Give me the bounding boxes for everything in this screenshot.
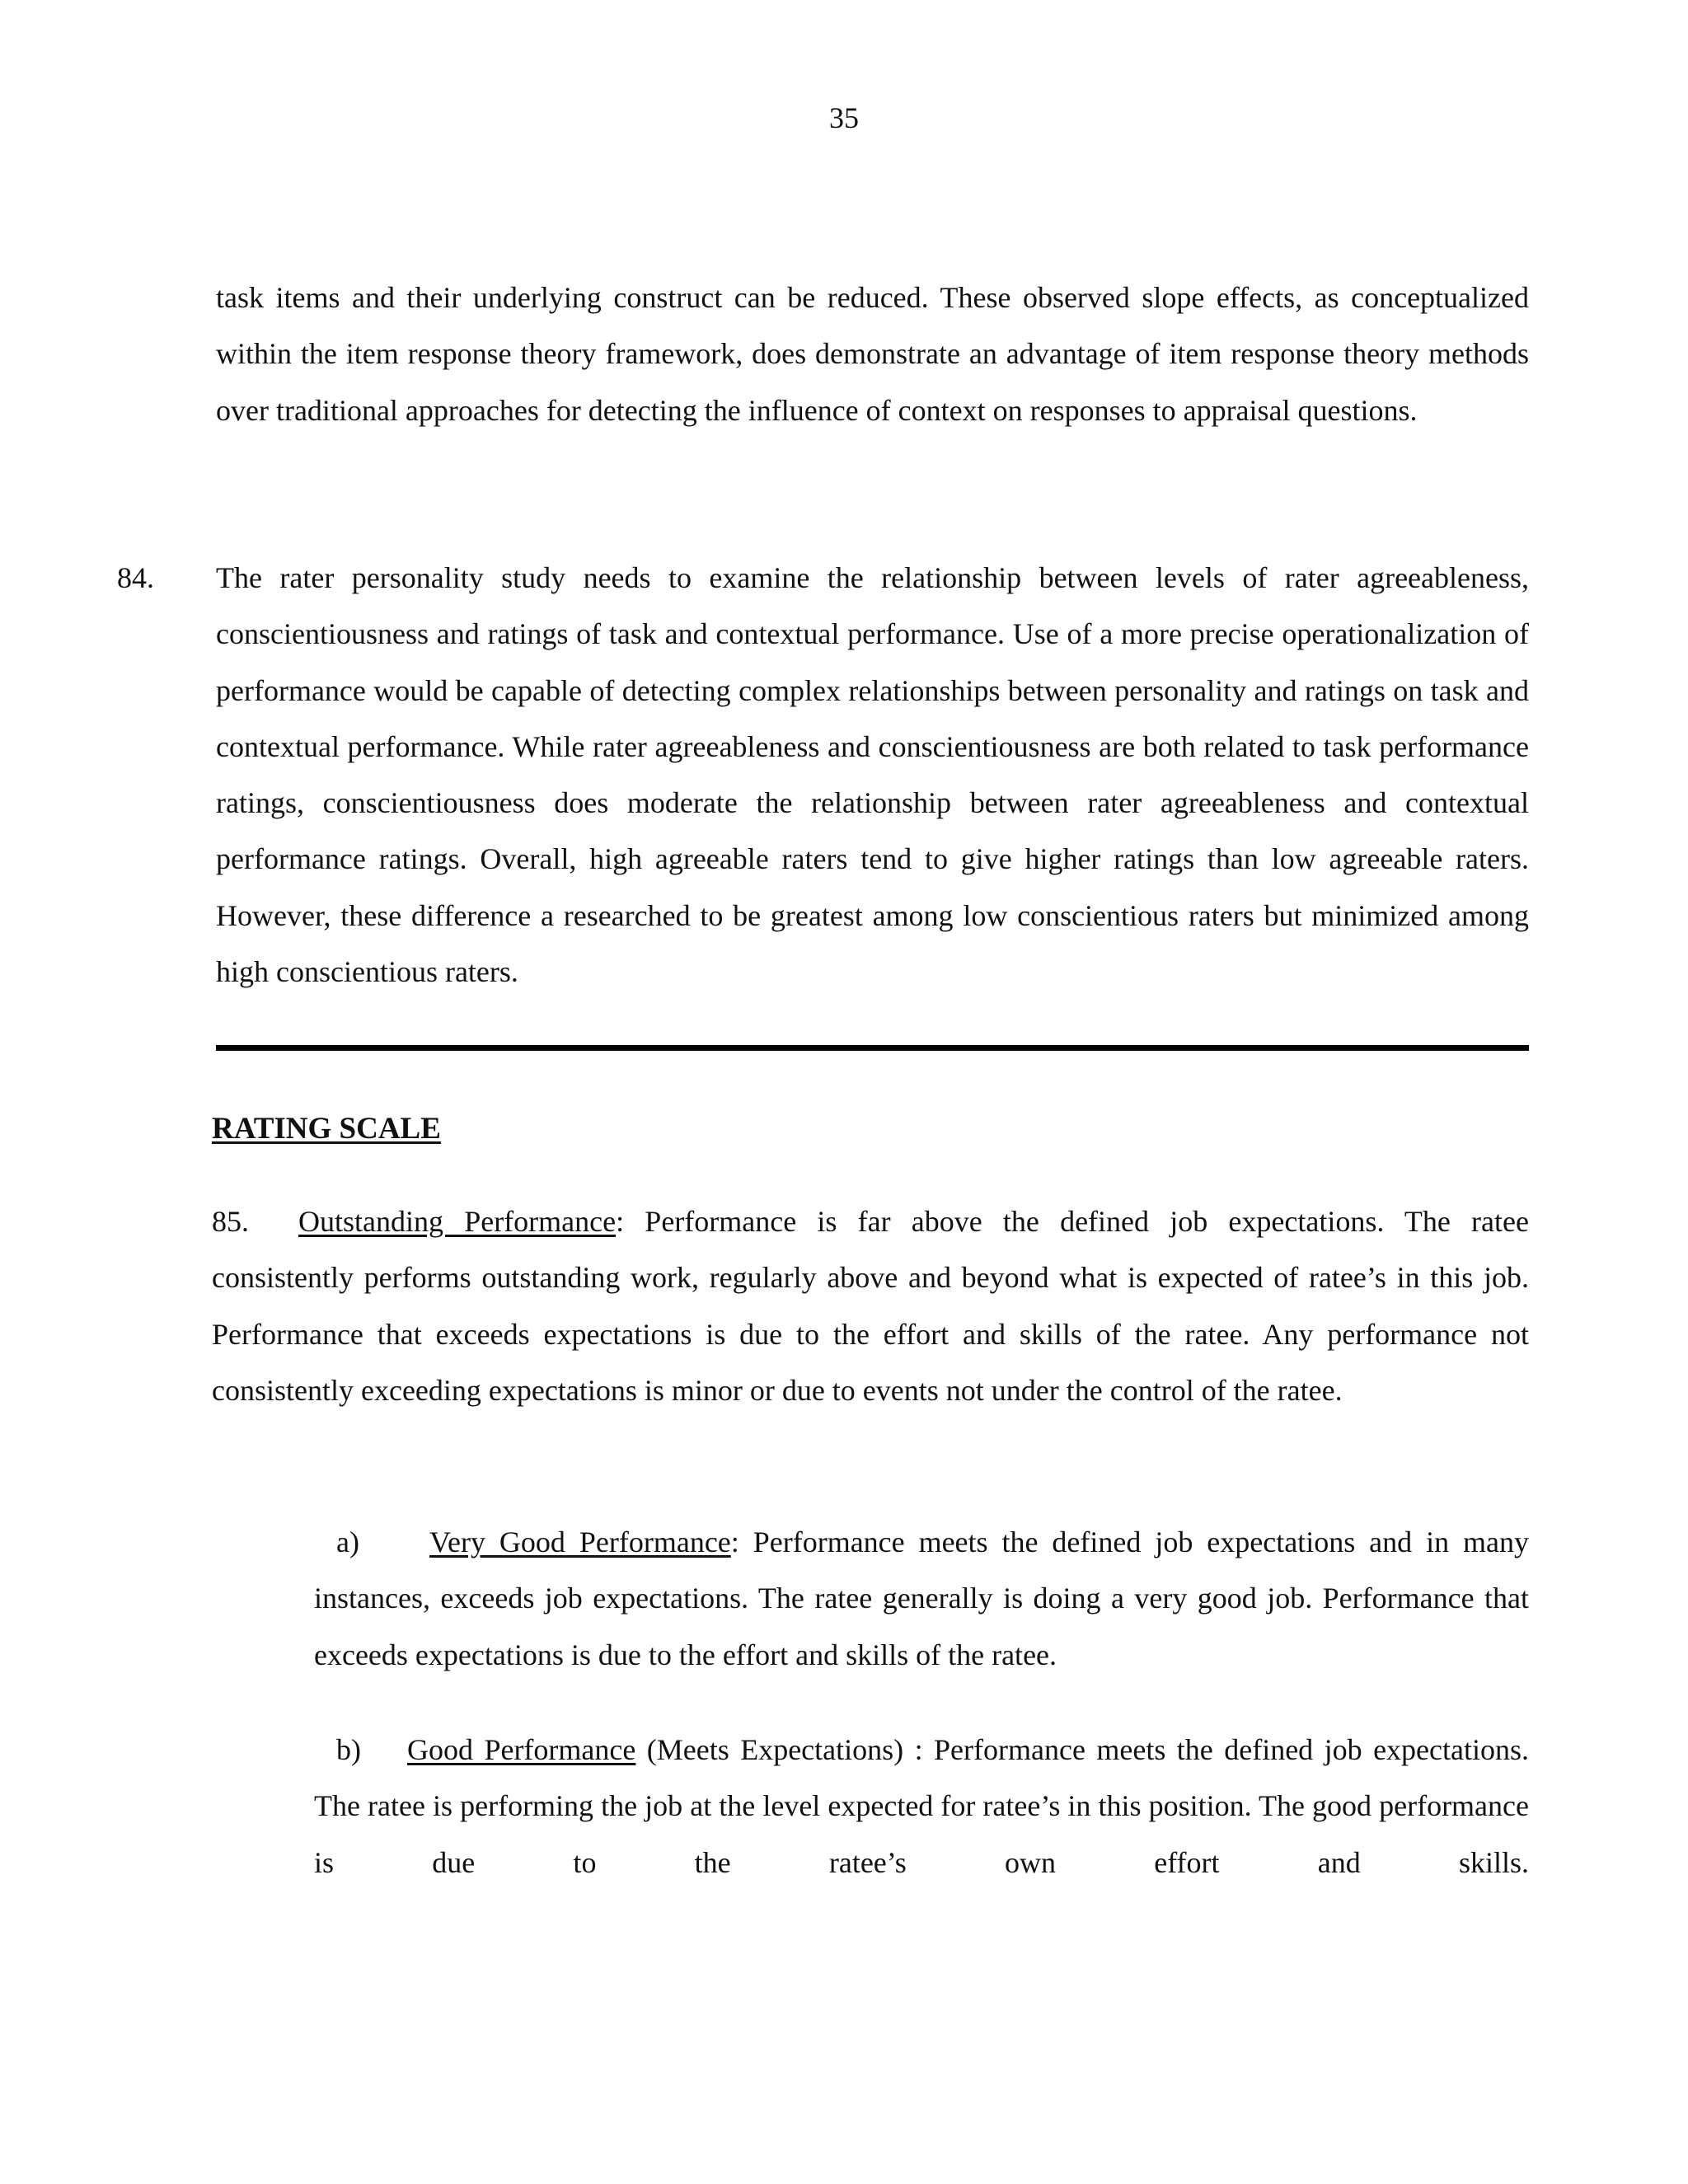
continuation-paragraph: task items and their underlying construct can be reduced. These observed slope effects, as conceptualized within the item response theory framework, does demonstrate an advantage of item response theory methods over traditional approaches for detecting the influence of context on responses to appraisal questions. (216, 281, 1529, 427)
page-number: 35 (829, 101, 859, 134)
paragraph-84-text: The rater personality study needs to examine the relationship between levels of rater agreeableness, conscientiousness and ratings of task and contextual performance. Use of a more precise operationalization of performance would be capable of detecting complex relationships between personality and ratings on task and contextual performance. While rater agreeableness and conscientiousness are both related to task performance ratings, conscientiousness does moderate the relationship between rater agreeableness and contextual performance ratings. Overall, high agreeable raters tend to give higher ratings than low agreeable raters. However, these difference a researched to be greatest among low conscientious raters but minimized among high conscientious raters. (216, 561, 1529, 989)
rating-item-b-text: (Meets Expectations) : Performance meets the defined job expectations. The ratee is performing the job at the level expected for ratee’s in this position. The good performance is due to the ratee’s own effort and skills. (314, 1733, 1529, 1879)
rating-item-a (314, 1514, 1529, 1683)
section-divider (216, 1045, 1529, 1051)
rating-item-b-title: Good Performance (407, 1733, 636, 1766)
section-heading: RATING SCALE (212, 1112, 441, 1146)
rating-item-a-text: : Performance meets the defined job expectations and in many instances, exceeds job expectations. The ratee generally is doing a very good job. Performance that exceeds expectations is due to the effort and skills of the ratee. (314, 1526, 1530, 1671)
paragraph-85 (212, 1193, 1529, 1418)
paragraph-84 (117, 550, 1529, 1000)
rating-item-a-label: a) (336, 1526, 359, 1558)
paragraph-85-title: Outstanding Performance (298, 1205, 617, 1238)
rating-item-b (314, 1722, 1529, 1891)
rating-item-a-title: Very Good Performance (429, 1526, 731, 1558)
paragraph-84-number: 84. (117, 561, 154, 594)
rating-item-b-label: b) (336, 1733, 361, 1766)
paragraph-85-text: : Performance is far above the defined job expectations. The ratee consistently performs outstanding work, regularly above and beyond what is expected of ratee’s in this job. Performance that exceeds expectations is due to the effort and skills of the ratee. Any performance not consistently exceeding expectations is minor or due to events not under the control of the ratee. (212, 1205, 1529, 1407)
paragraph-85-number: 85. (212, 1205, 249, 1238)
